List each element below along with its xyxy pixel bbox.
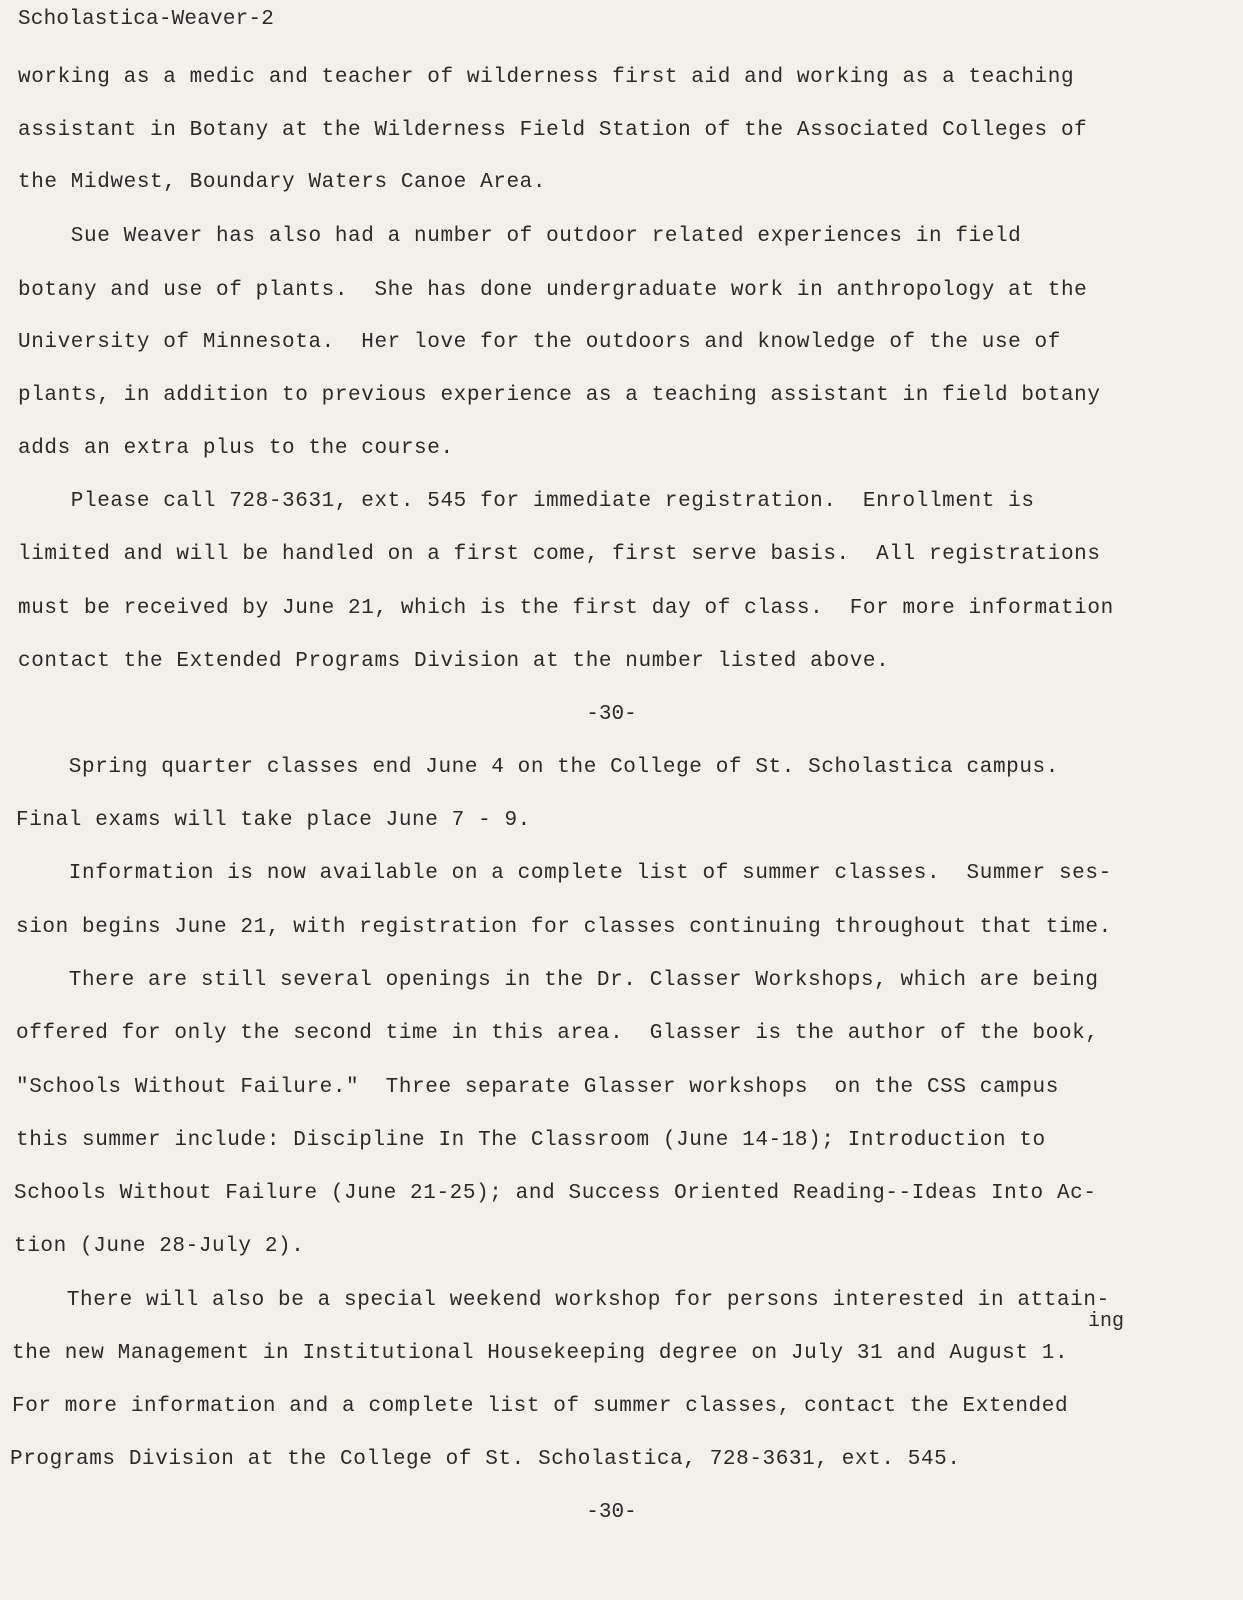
text-line: the new Management in Institutional Housekeeping degree on July 31 and August 1. [12,1342,1069,1365]
text-line: assistant in Botany at the Wilderness Field Station of the Associated Colleges of [18,119,1088,142]
text-line: tion (June 28-July 2). [14,1235,305,1258]
text-line: There will also be a special weekend workshop for persons interested in attain- [14,1289,1110,1312]
text-line: There are still several openings in the Dr. Classer Workshops, which are being [16,969,1099,992]
text-line: adds an extra plus to the course. [18,437,454,460]
text-line: Sue Weaver has also had a number of outdoor related experiences in field [18,225,1022,248]
text-line: sion begins June 21, with registration for classes continuing throughout that time. [16,916,1112,939]
text-line: this summer include: Discipline In The Classroom (June 14-18); Introduction to [16,1129,1046,1152]
text-line: Final exams will take place June 7 - 9. [16,809,531,832]
text-line: "Schools Without Failure." Three separate Glasser workshops on the CSS campus [16,1076,1059,1099]
text-line: working as a medic and teacher of wilderness first aid and working as a teaching [18,66,1075,89]
text-line: plants, in addition to previous experience as a teaching assistant in field botany [18,384,1101,407]
text-line: Programs Division at the College of St. Scholastica, 728-3631, ext. 545. [10,1448,961,1471]
text-line: University of Minnesota. Her love for the outdoors and knowledge of the use of [18,331,1061,354]
text-line: botany and use of plants. She has done undergraduate work in anthropology at the [18,279,1088,302]
text-line: Please call 728-3631, ext. 545 for immediate registration. Enrollment is [18,490,1035,513]
text-line: the Midwest, Boundary Waters Canoe Area. [18,171,547,194]
end-marker: -30- [586,1501,637,1524]
text-line: Information is now available on a complete list of summer classes. Summer ses- [16,862,1112,885]
page-header: Scholastica-Weaver-2 [18,8,275,31]
text-line: Spring quarter classes end June 4 on the College of St. Scholastica campus. [16,756,1059,779]
end-marker: -30- [586,703,637,726]
text-line: offered for only the second time in this area. Glasser is the author of the book, [16,1022,1099,1045]
text-line: limited and will be handled on a first come, first serve basis. All registrations [18,543,1101,566]
handwritten-insert: ing [1088,1310,1125,1333]
text-line: contact the Extended Programs Division at the number listed above. [18,650,890,673]
text-line: Schools Without Failure (June 21-25); and Success Oriented Reading--Ideas Into Ac- [14,1182,1097,1205]
text-line: must be received by June 21, which is the first day of class. For more information [18,597,1114,620]
text-line: For more information and a complete list of summer classes, contact the Extended [12,1395,1069,1418]
